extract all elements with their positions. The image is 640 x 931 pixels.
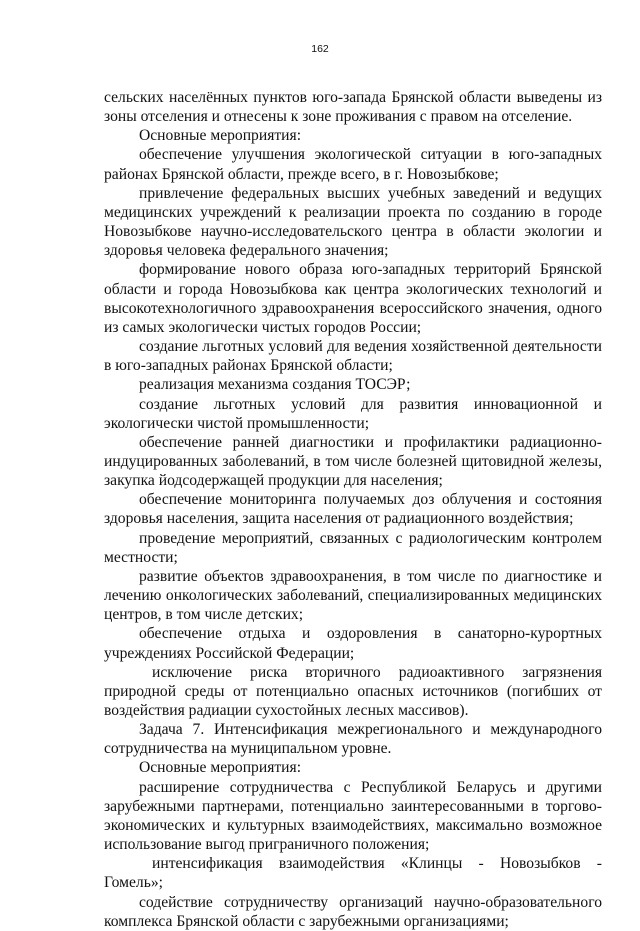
paragraph: Основные мероприятия: [139,127,302,145]
paragraph: развитие объектов здравоохранения, в том числе по диагностике и лечению онкологических заболеваний, специализированных медицинских центров, в том числе детских; [104,567,602,624]
paragraph: создание льготных условий для ведения хозяйственной деятельности в юго-западных районах Брянской области; [104,338,602,375]
paragraph: исключение риска вторичного радиоактивного загрязнения природной среды от потенциально опасных источников (погибших от воздействия радиации сухостойных лесных массивов). [104,663,602,719]
paragraph: сельских населённых пунктов юго-запада Брянской области выведены из зоны отселения и отнесены к зоне проживания с правом на отселение. [104,89,602,126]
paragraph: проведение мероприятий, связанных с радиологическим контролем местности; [104,529,602,566]
paragraph: обеспечение улучшения экологической ситуации в юго-западных районах Брянской области, прежде всего, в г. Новозыбкове; [104,146,602,183]
paragraph: создание льготных условий для развития инновационной и экологически чистой промышленности; [104,395,602,432]
paragraph: обеспечение ранней диагностики и профилактики радиационно-индуцированных заболеваний, в том числе болезней щитовидной железы, закупка йодсодержащей продукции для населения; [104,433,602,490]
task-heading: Задача 7. Интенсификация межрегионального и международного сотрудничества на муниципальном уровне. [104,721,602,758]
paragraph: Основные мероприятия: [139,759,302,777]
paragraph: реализация механизма создания ТОСЭР; [139,376,411,394]
page-body [104,88,602,931]
paragraph: расширение сотрудничества с Республикой Беларусь и другими зарубежными партнерами, потенциально заинтересованными в торгово-экономических и культурных взаимодействиях, максимально возможное использование выгод приграничного положения; [104,778,602,854]
paragraph: обеспечение мониторинга получаемых доз облучения и состояния здоровья населения, защита населения от радиационного воздействия; [104,491,602,528]
paragraph: содействие сотрудничеству организаций научно-образовательного комплекса Брянской области с зарубежными организациями; [104,893,602,930]
paragraph: формирование нового образа юго-западных территорий Брянской области и города Новозыбкова как центра экологических технологий и высокотехнологичного здравоохранения всероссийского значения, одного из самых экологически чистых городов России; [104,261,602,336]
paragraph: интенсификация взаимодействия «Клинцы - Новозыбков - Гомель»; [104,855,602,892]
paragraph: обеспечение отдыха и оздоровления в санаторно-курортных учреждениях Российской Федерации; [104,625,602,662]
paragraph: привлечение федеральных высших учебных заведений и ведущих медицинских учреждений к реализации проекта по созданию в городе Новозыбкове научно-исследовательского центра в области экологии и здоровья человека федерального значения; [104,184,602,260]
page-number: 162 [311,43,329,55]
